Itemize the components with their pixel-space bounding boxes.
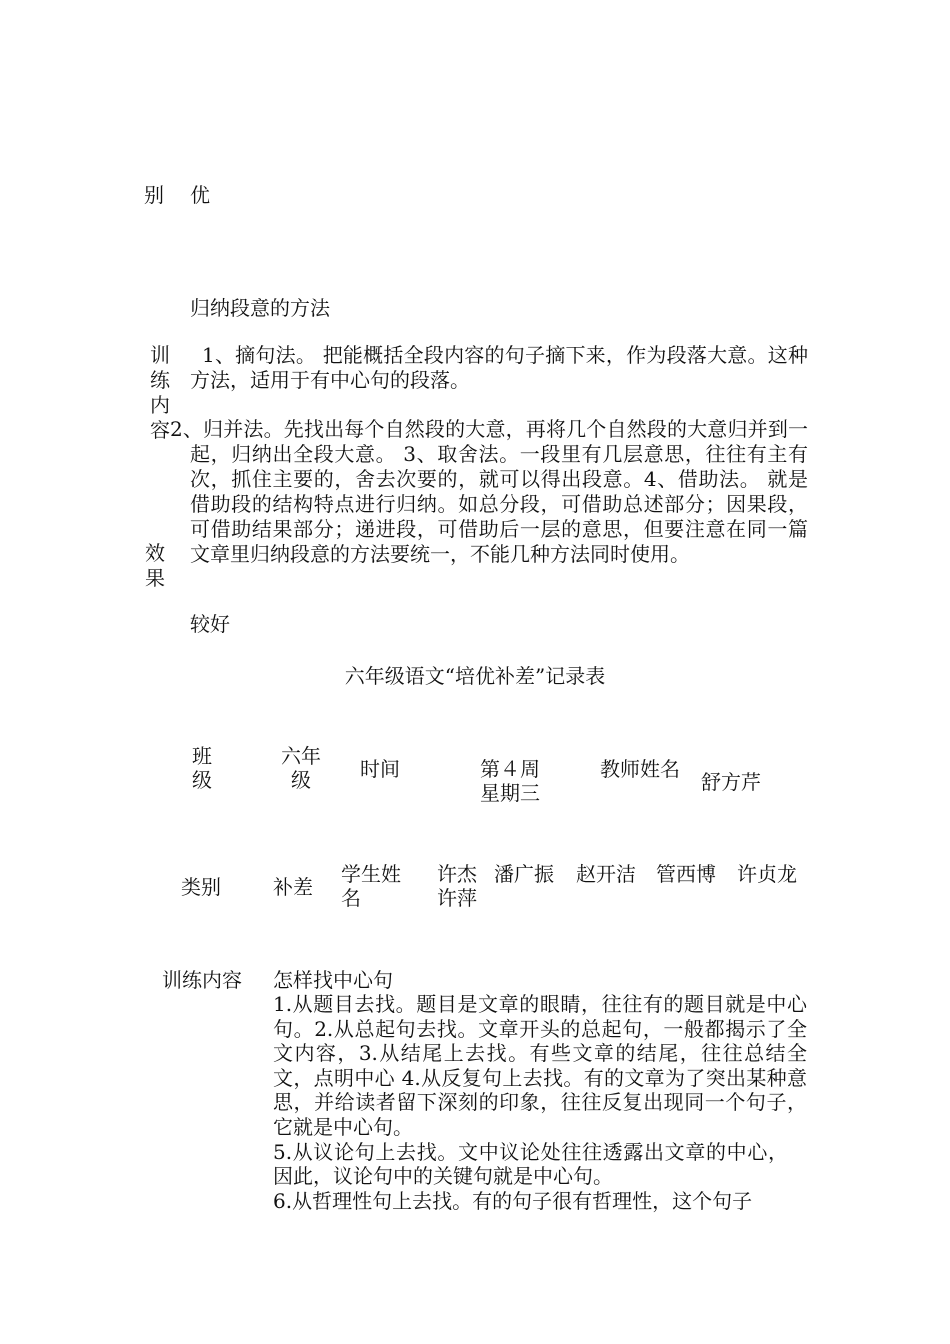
training-content-label-2: 训练内容 xyxy=(162,968,242,992)
category-value: 优 xyxy=(190,183,210,207)
teacher-value: 舒方芹 xyxy=(701,770,761,794)
effect-label: 效果 xyxy=(145,541,165,590)
training-content-label: 训练内容 xyxy=(150,343,170,442)
class-label: 班级 xyxy=(192,744,212,792)
class-value: 六年级 xyxy=(281,744,321,792)
category-value-2: 补差 xyxy=(273,875,313,899)
student-name: 许贞龙 xyxy=(737,862,797,886)
time-value: 第４周星期三 xyxy=(480,757,540,805)
training-items-1-4: 1.从题目去找。题目是文章的眼睛，往往有的题目就是中心句。2.从总起句去找。文章开头的总起句，一般都揭示了全文内容，3.从结尾上去找。有些文章的结尾，往往总结全文，点明中心 4.从反复句上去找。有的文章为了突出某种意思，并给读者留下深刻的印象，往往反复出现同一个句子，它就是中心句。 xyxy=(273,992,807,1139)
student-name: 潘广振 xyxy=(494,862,554,886)
teacher-label: 教师姓名 xyxy=(600,757,680,781)
category-label: 别 xyxy=(144,183,164,207)
student-name: 管西博 xyxy=(656,862,716,886)
student-name: 许杰许萍 xyxy=(437,862,477,910)
time-label: 时间 xyxy=(360,757,400,781)
training-item-5: 5.从议论句上去找。文中议论处往往透露出文章的中心，因此，议论句中的关键句就是中心句。 xyxy=(273,1140,788,1188)
students-label: 学生姓名 xyxy=(341,862,401,910)
training-item-6: 6.从哲理性句上去找。有的句子很有哲理性，这个句子 xyxy=(273,1189,753,1213)
section-topic: 归纳段意的方法 xyxy=(190,296,330,320)
method-1-text: 1、摘句法。 把能概括全段内容的句子摘下来，作为段落大意。这种方法，适用于有中心句的段落。 xyxy=(190,343,808,392)
student-name: 赵开洁 xyxy=(576,862,636,886)
record-title: 六年级语文“培优补差”记录表 xyxy=(344,664,606,688)
methods-rest-text: 2、归并法。先找出每个自然段的大意，再将几个自然段的大意归并到一起，归纳出全段大意。 3、取舍法。一段里有几层意思，往往有主有次，抓住主要的，舍去次要的，就可以得出段意。4、借助法。 就是借助段的结构特点进行归纳。如总分段，可借助总述部分；因果段，可借助结果部分；递进段，可借助后一层的意思，但要注意在同一篇文章里归纳段意的方法要统一，不能几种方法同时使用。 xyxy=(170,417,808,566)
category-label-2: 类别 xyxy=(181,875,221,899)
training-topic: 怎样找中心句 xyxy=(273,968,393,992)
effect-value: 较好 xyxy=(190,612,230,636)
